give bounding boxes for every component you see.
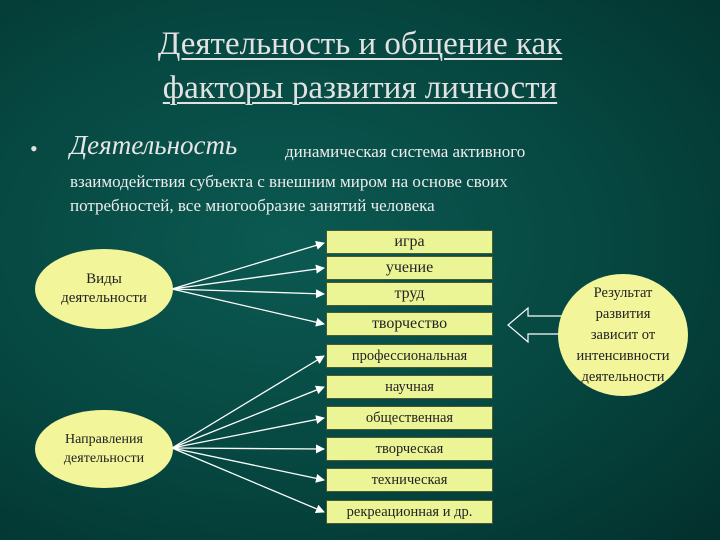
direction-technical: техническая — [326, 468, 493, 492]
bullet-marker: • — [30, 136, 38, 161]
result-line-3: зависит от — [590, 326, 656, 343]
definition-term: Деятельность — [70, 130, 238, 160]
direction-social: общественная — [326, 406, 493, 430]
arrow-dir-to-recreational — [172, 448, 324, 512]
definition-line-3: потребностей, все многообразие занятий человека — [70, 196, 435, 215]
types-node-line-1: Виды — [86, 271, 122, 287]
activity-type-game: игра — [326, 230, 493, 254]
result-line-1: Результат — [593, 284, 653, 301]
directions-node-line-1: Направления — [65, 432, 143, 447]
title-line-2: факторы развития личности — [162, 70, 558, 106]
arrow-dir-to-social — [172, 418, 324, 448]
result-node — [558, 274, 688, 396]
types-node-line-2: деятельности — [61, 290, 147, 306]
arrow-types-to-creativity — [172, 289, 324, 324]
direction-professional: профессиональная — [326, 344, 493, 368]
activity-type-creativity: творчество — [326, 312, 493, 336]
arrow-dir-to-professional — [172, 356, 324, 448]
direction-creative: творческая — [326, 437, 493, 461]
direction-scientific: научная — [326, 375, 493, 399]
arrow-dir-to-technical — [172, 448, 324, 480]
directions-node-line-2: деятельности — [63, 451, 145, 466]
activity-type-labor: труд — [326, 282, 493, 306]
arrow-types-to-learning — [172, 268, 324, 289]
directions-of-activity-node — [35, 410, 173, 488]
arrow-dir-to-creative — [172, 448, 324, 449]
result-block-arrow — [508, 308, 565, 342]
result-line-4: интенсивности — [576, 347, 670, 364]
arrow-dir-to-scientific — [172, 387, 324, 448]
arrow-types-to-labor — [172, 289, 324, 294]
definition-line-1: динамическая система активного — [285, 142, 526, 161]
result-line-5: деятельности — [581, 368, 665, 385]
definition-line-2: взаимодействия субъекта с внешним миром на основе своих — [70, 172, 508, 191]
types-of-activity-node — [35, 249, 173, 329]
direction-recreational: рекреационная и др. — [326, 500, 493, 524]
result-line-2: развития — [595, 305, 651, 322]
activity-type-learning: учение — [326, 256, 493, 280]
title-line-1: Деятельность и общение как — [157, 26, 563, 62]
arrow-types-to-game — [172, 243, 324, 289]
